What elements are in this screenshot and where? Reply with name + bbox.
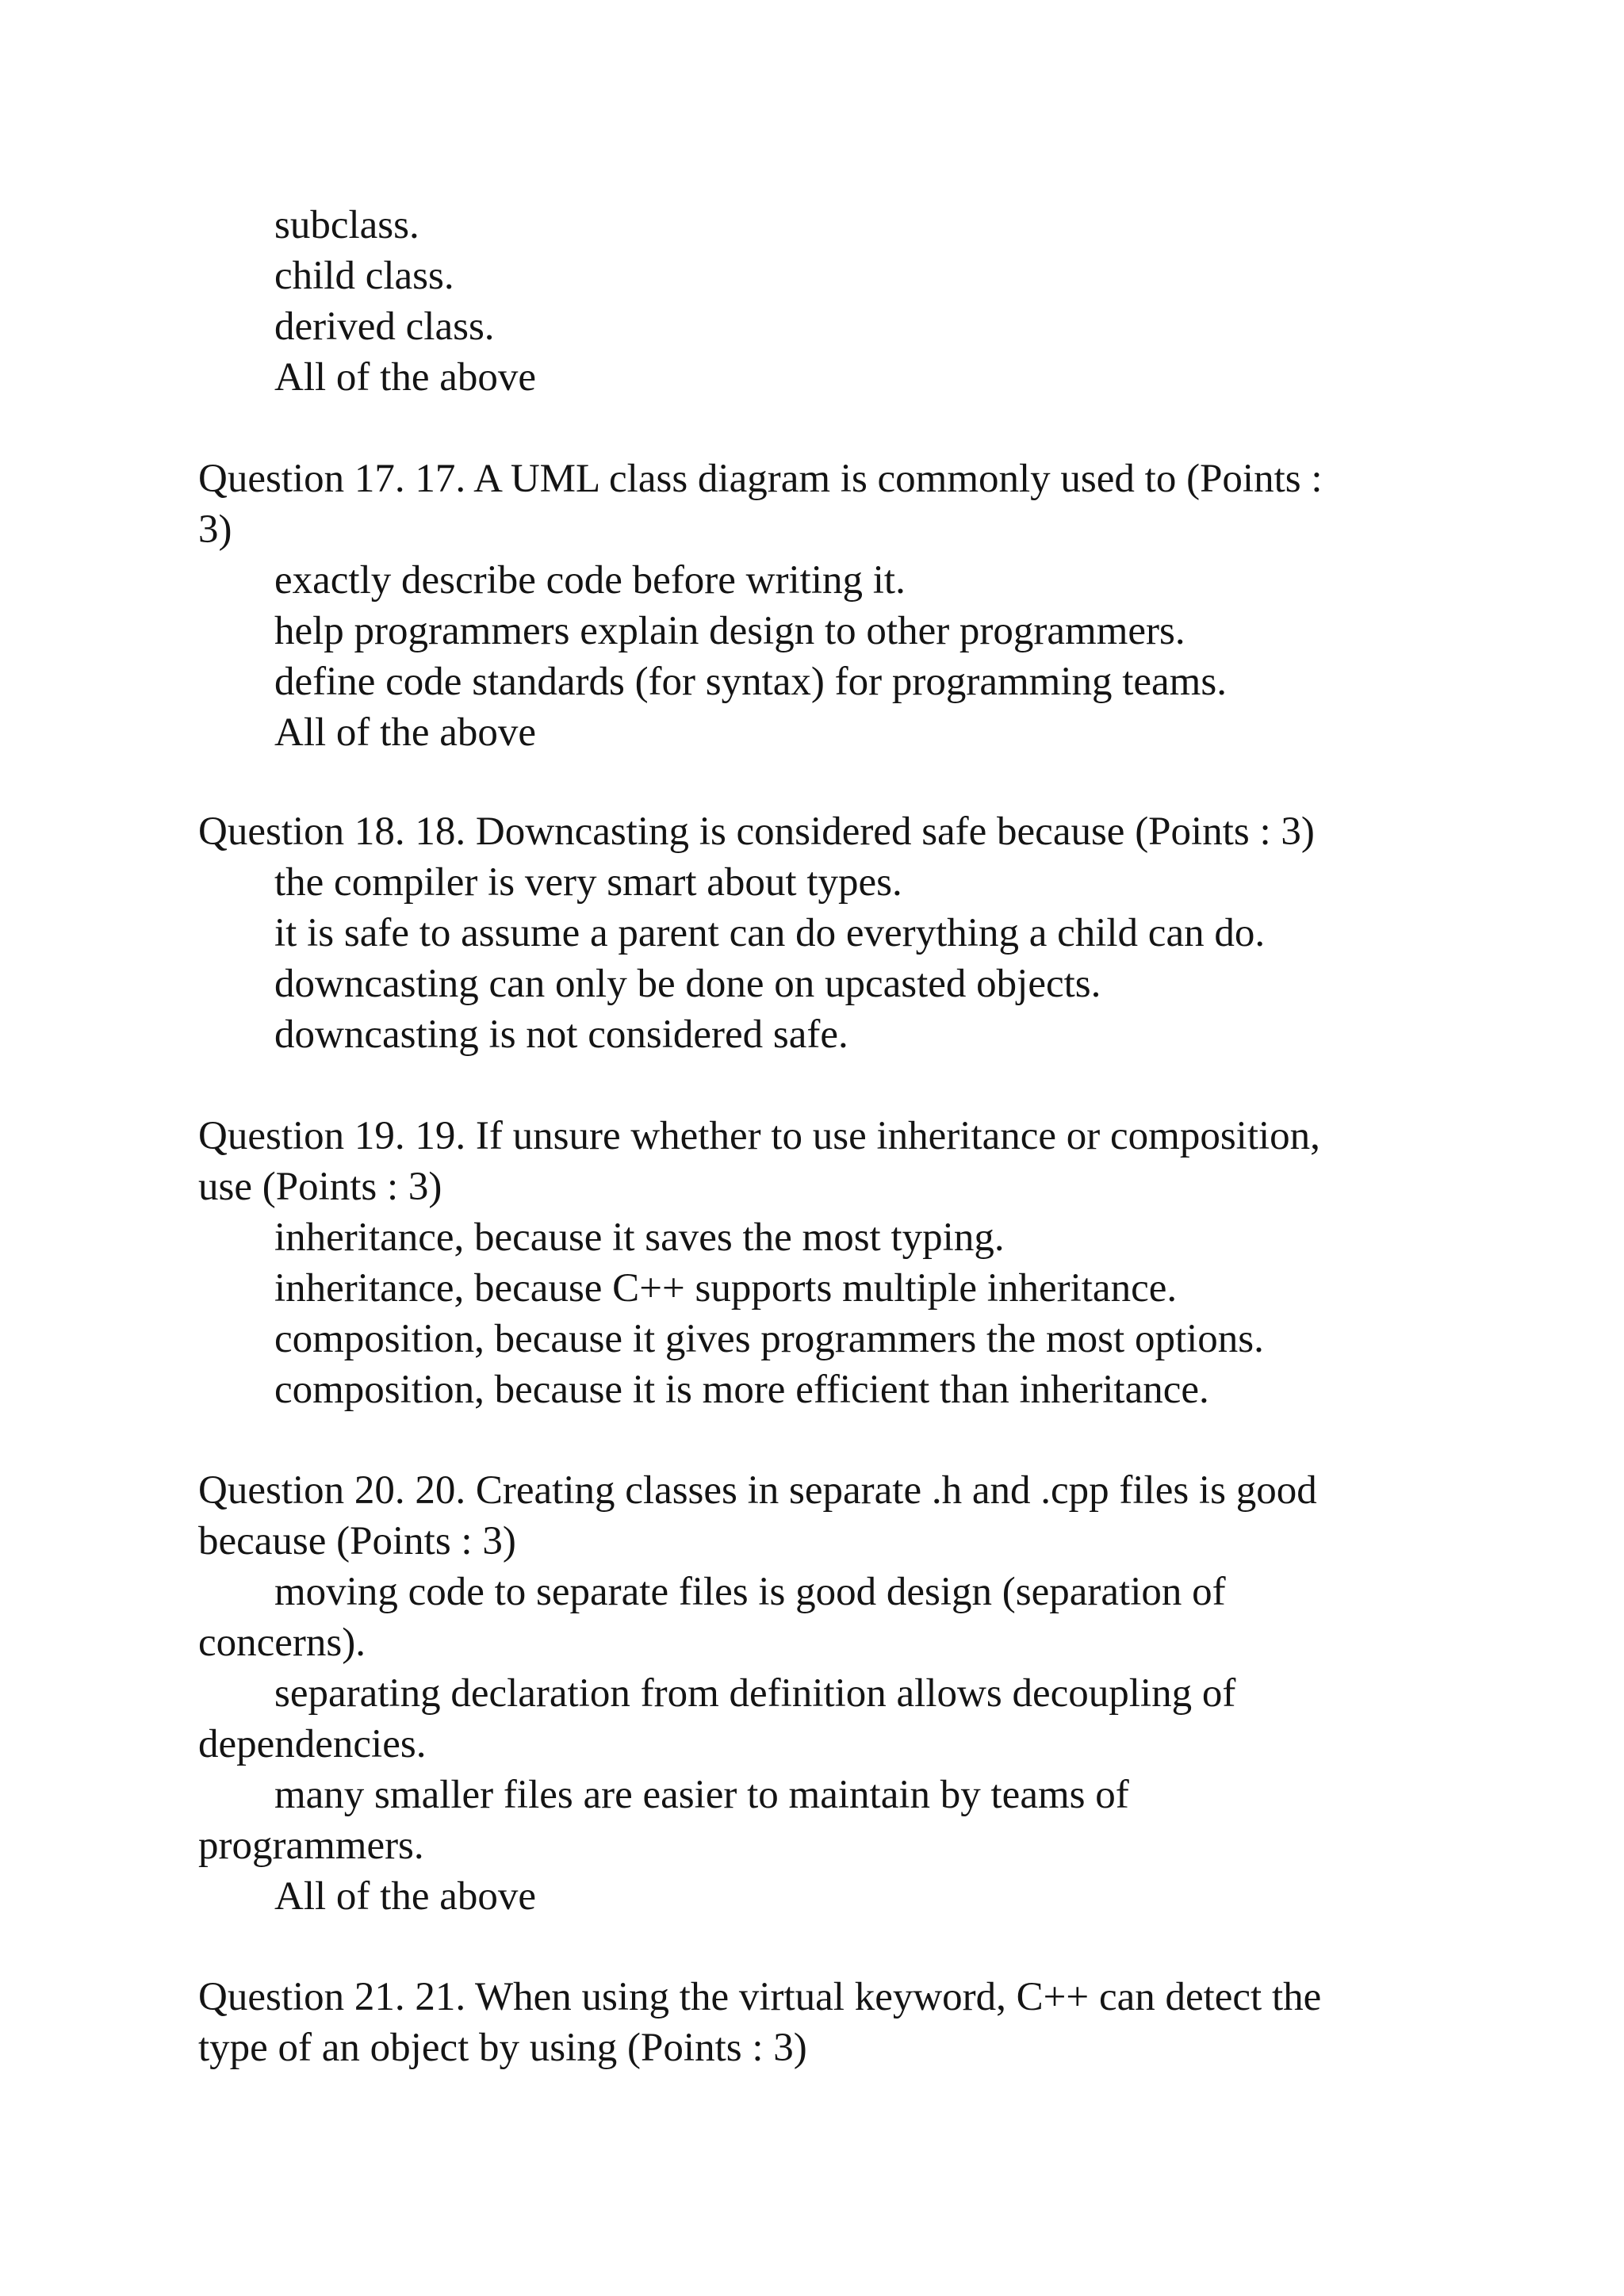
answer-option: All of the above [274,355,536,400]
question-17-text: 3) [198,507,232,552]
answer-option: composition, because it is more efficient than inheritance. [274,1368,1209,1412]
answer-option: downcasting is not considered safe. [274,1012,848,1057]
answer-option: All of the above [274,1874,536,1919]
question-19-text: use (Points : 3) [198,1165,442,1209]
answer-option: child class. [274,254,454,298]
answer-option: subclass. [274,203,419,247]
answer-option: composition, because it gives programmers the most options. [274,1317,1264,1361]
answer-option: define code standards (for syntax) for programming teams. [274,660,1227,704]
answer-option: inheritance, because it saves the most typing. [274,1215,1005,1260]
question-20-text: Question 20. 20. Creating classes in separate .h and .cpp files is good [198,1468,1317,1513]
answer-option: many smaller files are easier to maintain by teams of [274,1773,1129,1817]
question-19-text: Question 19. 19. If unsure whether to use inheritance or composition, [198,1114,1320,1158]
answer-option-continuation: concerns). [198,1621,366,1665]
answer-option-continuation: dependencies. [198,1722,427,1766]
answer-option: moving code to separate files is good design (separation of [274,1570,1226,1614]
answer-option: help programmers explain design to other programmers. [274,609,1185,653]
answer-option-continuation: programmers. [198,1823,424,1868]
answer-option: it is safe to assume a parent can do everything a child can do. [274,911,1266,955]
question-17-text: Question 17. 17. A UML class diagram is commonly used to (Points : [198,457,1323,501]
answer-option: downcasting can only be done on upcasted objects. [274,962,1101,1006]
answer-option: All of the above [274,710,536,755]
question-20-text: because (Points : 3) [198,1519,516,1563]
question-21-text: type of an object by using (Points : 3) [198,2026,807,2070]
answer-option: the compiler is very smart about types. [274,860,902,905]
answer-option: separating declaration from definition allows decoupling of [274,1671,1236,1716]
answer-option: inheritance, because C++ supports multiple inheritance. [274,1266,1178,1311]
question-21-text: Question 21. 21. When using the virtual keyword, C++ can detect the [198,1975,1322,2019]
answer-option: exactly describe code before writing it. [274,558,906,603]
question-18-text: Question 18. 18. Downcasting is considered safe because (Points : 3) [198,809,1315,854]
answer-option: derived class. [274,304,495,349]
